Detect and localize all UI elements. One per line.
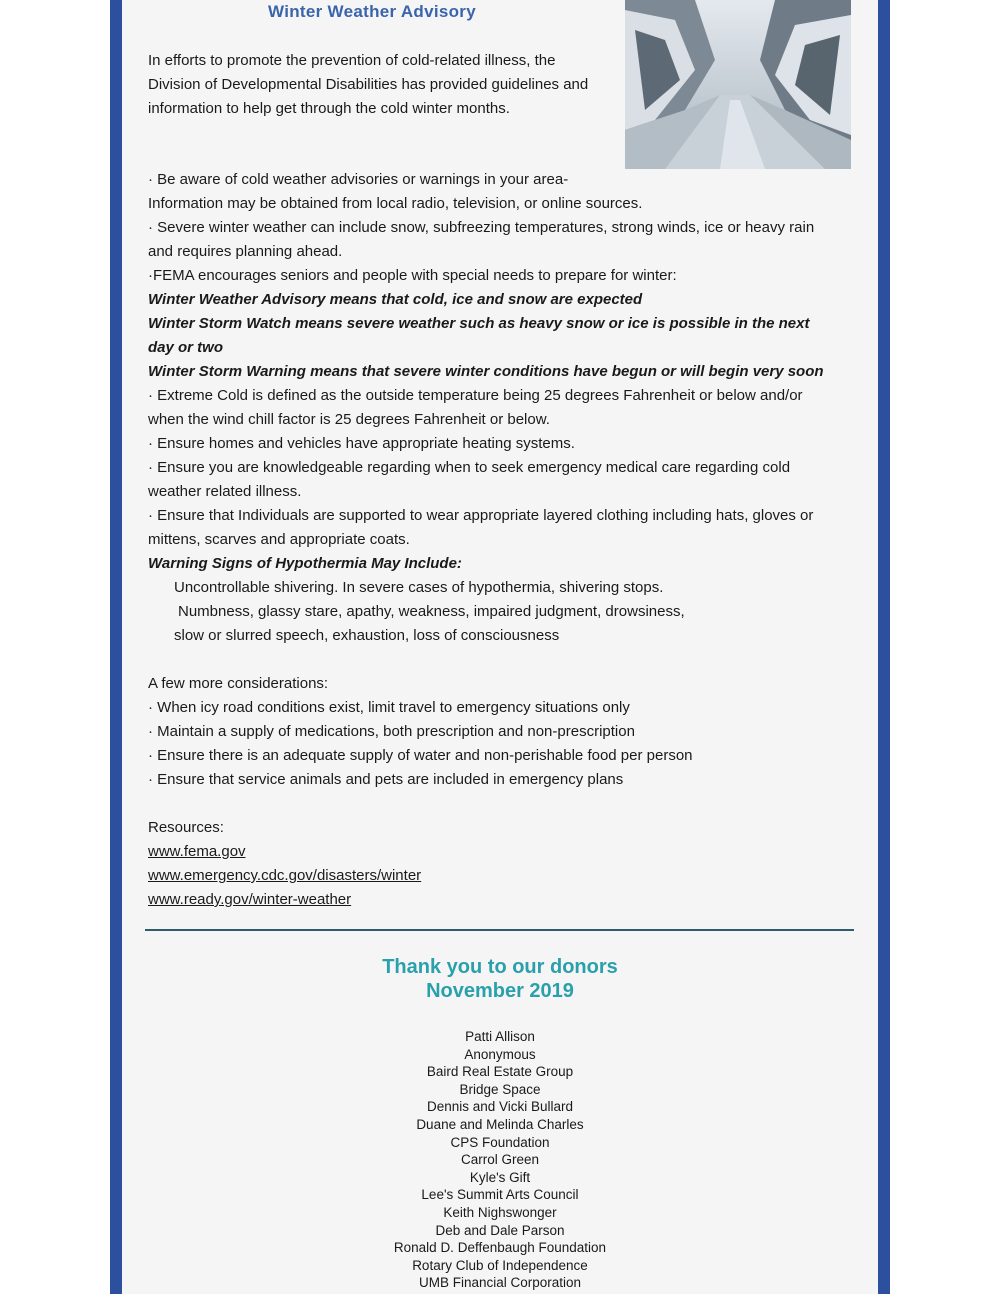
advisory-intro: In efforts to promote the prevention of cold-related illness, the Division of Developmental Disabilities has provided guidelines and information to help get through the cold winter months. — [148, 52, 589, 117]
snowy-road-illustration — [625, 0, 851, 169]
donor-name: Keith Nighswonger — [443, 1204, 557, 1220]
spacer — [148, 792, 838, 816]
hypothermia-heading: Warning Signs of Hypothermia May Include: — [148, 555, 462, 572]
resource-link-fema[interactable]: www.fema.gov — [148, 843, 246, 860]
advisory-title: Winter Weather Advisory — [268, 2, 476, 21]
snowy-forest-road-photo — [625, 0, 851, 169]
section-divider — [145, 929, 854, 931]
donor-name: Dennis and Vicki Bullard — [426, 1099, 574, 1115]
advisory-definition: Winter Weather Advisory means that cold, ice and snow are expected — [148, 291, 643, 308]
donor-name: Kyle's Gift — [469, 1169, 531, 1185]
donor-name: Bridge Space — [459, 1081, 541, 1097]
hypothermia-sign: slow or slurred speech, exhaustion, loss of consciousness — [174, 627, 560, 644]
donor-name: Carrol Green — [460, 1152, 540, 1168]
donor-name: Baird Real Estate Group — [426, 1064, 574, 1080]
resources-heading: Resources: — [148, 819, 224, 836]
advisory-line: Information may be obtained from local radio, television, or online sources. — [148, 195, 643, 212]
advisory-line: · Ensure that Individuals are supported to wear appropriate layered clothing including hats, gloves or mittens, scarves and appropriate coats. — [148, 507, 814, 548]
consideration-item: · When icy road conditions exist, limit travel to emergency situations only — [148, 699, 630, 716]
resource-link-ready[interactable]: www.ready.gov/winter-weather — [148, 891, 352, 908]
donor-name: Anonymous — [464, 1046, 536, 1062]
hypothermia-sign: Numbness, glassy stare, apathy, weakness, impaired judgment, drowsiness, — [178, 603, 685, 620]
advisory-line: ·FEMA encourages seniors and people with special needs to prepare for winter: — [148, 267, 677, 284]
consideration-item: · Maintain a supply of medications, both prescription and non-prescription — [148, 723, 635, 740]
advisory-line: · Ensure you are knowledgeable regarding when to seek emergency medical care regarding cold weather related illness. — [148, 459, 791, 500]
donor-name: Duane and Melinda Charles — [416, 1116, 584, 1132]
advisory-definition: Winter Storm Warning means that severe winter conditions have begun or will begin very soon — [148, 363, 824, 380]
donors-heading-line2: November 2019 — [426, 980, 574, 1002]
donor-name: Lee's Summit Arts Council — [421, 1187, 579, 1203]
donor-name: Ronald D. Deffenbaugh Foundation — [393, 1240, 607, 1256]
donor-name: CPS Foundation — [450, 1134, 550, 1150]
spacer — [148, 648, 838, 672]
donor-list — [0, 1028, 1000, 1292]
donors-heading-line1: Thank you to our donors — [382, 956, 618, 978]
donor-name: Rotary Club of Independence — [412, 1257, 588, 1273]
advisory-line: · Ensure homes and vehicles have appropriate heating systems. — [148, 435, 575, 452]
donors-heading — [0, 955, 1000, 1003]
consideration-item: · Ensure that service animals and pets are included in emergency plans — [148, 771, 624, 788]
advisory-line: · Severe winter weather can include snow, subfreezing temperatures, strong winds, ice or heavy rain and requires planning ahead. — [148, 219, 815, 260]
donor-name: Patti Allison — [465, 1029, 535, 1044]
considerations-heading: A few more considerations: — [148, 675, 329, 692]
advisory-definition: Winter Storm Watch means severe weather such as heavy snow or ice is possible in the next day or two — [148, 315, 810, 356]
advisory-line: · Be aware of cold weather advisories or warnings in your area- — [148, 171, 569, 188]
hypothermia-sign: Uncontrollable shivering. In severe cases of hypothermia, shivering stops. — [174, 579, 664, 596]
advisory-body — [148, 168, 838, 912]
consideration-item: · Ensure there is an adequate supply of water and non-perishable food per person — [148, 747, 693, 764]
resource-link-cdc[interactable]: www.emergency.cdc.gov/disasters/winter — [148, 867, 422, 884]
advisory-line: · Extreme Cold is defined as the outside temperature being 25 degrees Fahrenheit or below and/or when the wind chill factor is 25 degrees Fahrenheit or below. — [148, 387, 803, 428]
donor-name: UMB Financial Corporation — [418, 1275, 582, 1291]
donor-name: Deb and Dale Parson — [435, 1222, 565, 1238]
